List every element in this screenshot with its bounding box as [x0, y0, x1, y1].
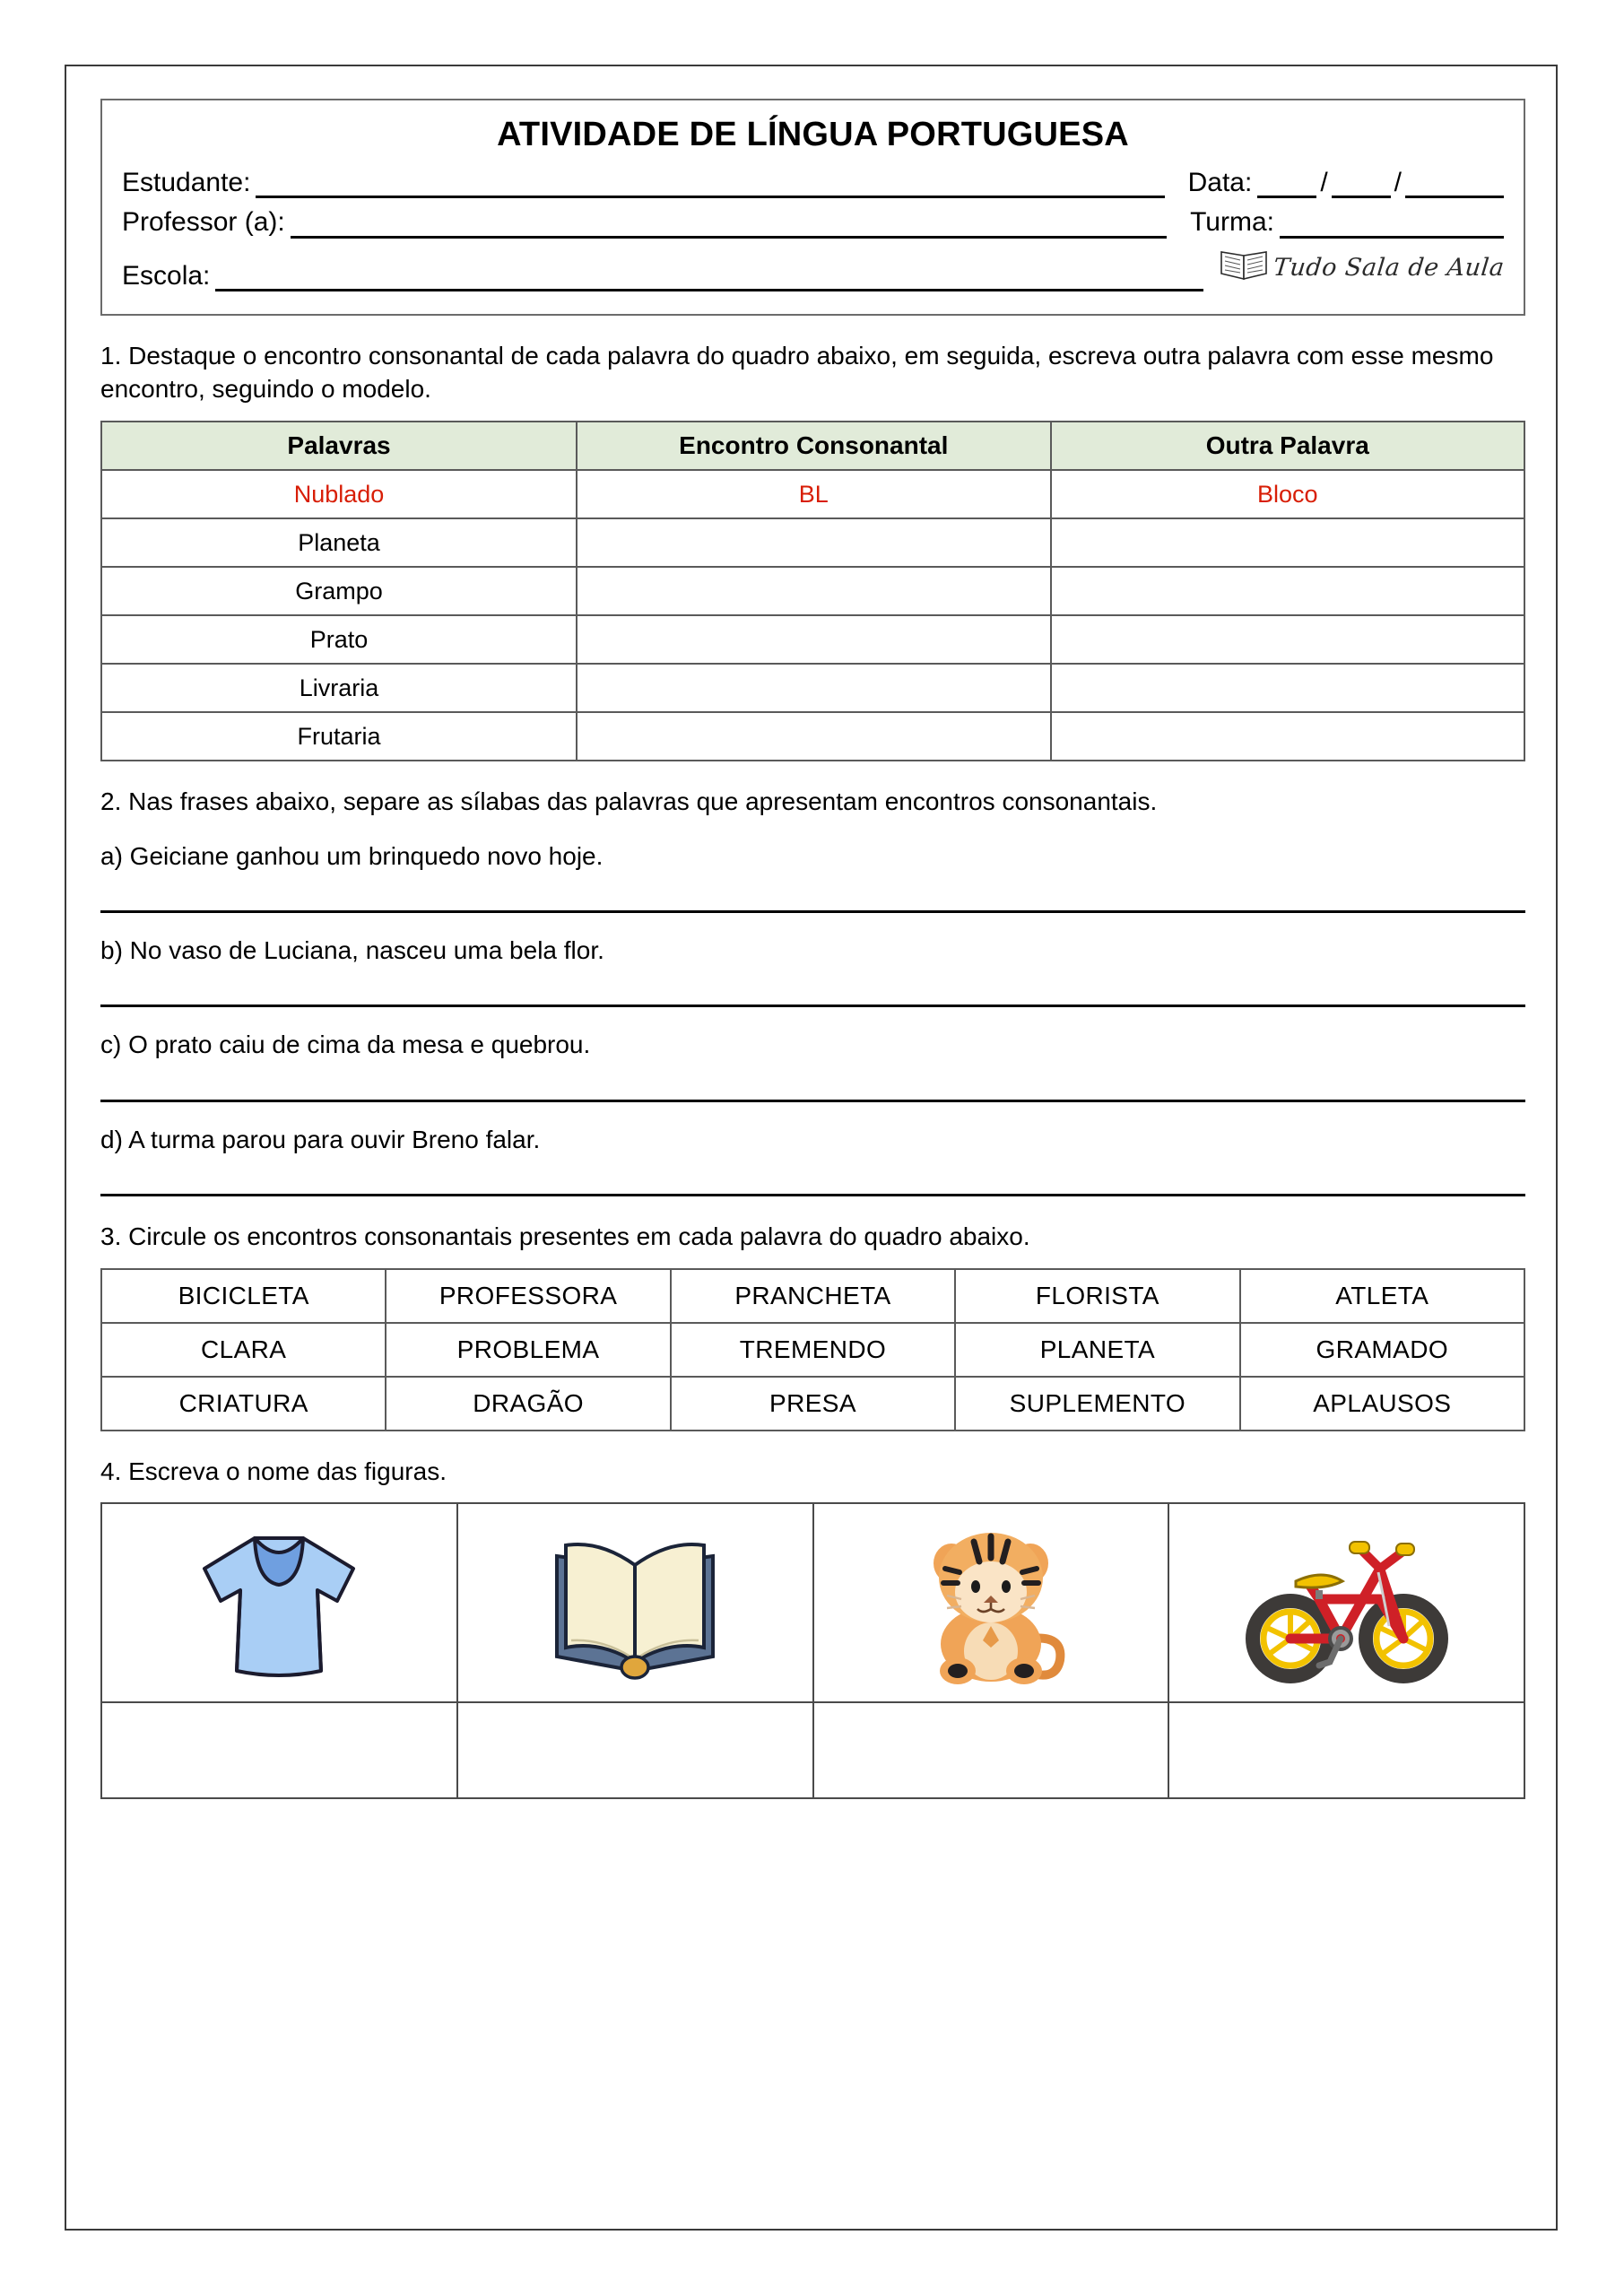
figure-answer-book[interactable] [457, 1702, 813, 1798]
cell-palavra: Nublado [101, 470, 577, 518]
table-row [101, 1269, 1524, 1323]
word-cell[interactable]: TREMENDO [671, 1323, 955, 1377]
page-title: ATIVIDADE DE LÍNGUA PORTUGUESA [497, 116, 1129, 153]
word-cell[interactable]: PROBLEMA [386, 1323, 670, 1377]
word-cell[interactable]: PRANCHETA [671, 1269, 955, 1323]
word-cell[interactable]: PROFESSORA [386, 1269, 670, 1323]
data-field-group [1188, 167, 1504, 198]
table-row [101, 1323, 1524, 1377]
question-2-item-b: b) No vaso de Luciana, nasceu uma bela flor. [100, 935, 604, 964]
table-row [101, 567, 1524, 615]
question-4-prompt: 4. Escreva o nome das figuras. [100, 1457, 447, 1485]
table-row [101, 470, 1524, 518]
cell-palavra: Planeta [101, 518, 577, 567]
table-row [101, 664, 1524, 712]
escola-input-line[interactable] [215, 265, 1203, 291]
column-header-encontro: Encontro Consonantal [577, 422, 1050, 470]
question-2-answer-line-d[interactable] [100, 1156, 1525, 1196]
cell-encontro-answer[interactable] [577, 712, 1050, 761]
data-month-input-line[interactable] [1332, 172, 1391, 198]
cell-outra-answer[interactable] [1051, 712, 1524, 761]
table-row [101, 712, 1524, 761]
open-book-icon [1218, 247, 1270, 290]
figure-cell-bicycle [1168, 1503, 1524, 1702]
figures-table [100, 1502, 1525, 1799]
question-2-answer-line-a[interactable] [100, 873, 1525, 913]
cell-palavra: Prato [101, 615, 577, 664]
cell-encontro-answer[interactable] [577, 567, 1050, 615]
question-2-item-d: d) A turma parou para ouvir Breno falar. [100, 1125, 541, 1153]
word-cell[interactable]: APLAUSOS [1240, 1377, 1524, 1431]
cell-encontro: BL [577, 470, 1050, 518]
blouse-icon [102, 1509, 456, 1697]
column-header-palavras: Palavras [101, 422, 577, 470]
field-row-estudante-data [122, 167, 1504, 198]
student-info-header [100, 99, 1525, 316]
figure-cell-blouse [101, 1503, 457, 1702]
brand-name: Tudo Sala de Aula [1272, 253, 1506, 282]
word-cell[interactable]: PRESA [671, 1377, 955, 1431]
word-cell[interactable]: GRAMADO [1240, 1323, 1524, 1377]
question-3-prompt: 3. Circule os encontros consonantais presentes em cada palavra do quadro abaixo. [100, 1222, 1030, 1251]
question-2-answer-line-c[interactable] [100, 1062, 1525, 1102]
professor-label: Professor (a): [122, 207, 285, 238]
question-2-item-a: a) Geiciane ganhou um brinquedo novo hoje. [100, 841, 604, 870]
question-2-answer-line-b[interactable] [100, 967, 1525, 1007]
figure-answer-blouse[interactable] [101, 1702, 457, 1798]
word-cell[interactable]: PLANETA [955, 1323, 1239, 1377]
field-row-professor-turma [122, 206, 1504, 238]
figure-cell-book [457, 1503, 813, 1702]
open-book-icon [458, 1509, 812, 1697]
table-row [101, 1377, 1524, 1431]
question-2-item-c: c) O prato caiu de cima da mesa e quebrou. [100, 1031, 591, 1059]
bicycle-icon [1169, 1509, 1524, 1697]
cell-outra: Bloco [1051, 470, 1524, 518]
word-cell[interactable]: BICICLETA [101, 1269, 386, 1323]
cell-encontro-answer[interactable] [577, 664, 1050, 712]
figure-answer-tiger[interactable] [813, 1702, 1169, 1798]
word-cell[interactable]: CLARA [101, 1323, 386, 1377]
word-grid-table [100, 1268, 1525, 1431]
word-cell[interactable]: DRAGÃO [386, 1377, 670, 1431]
table-row [101, 615, 1524, 664]
worksheet-page [65, 65, 1558, 2231]
cell-palavra: Grampo [101, 567, 577, 615]
turma-label: Turma: [1190, 207, 1274, 238]
professor-input-line[interactable] [291, 213, 1167, 239]
cell-palavra: Livraria [101, 664, 577, 712]
estudante-label: Estudante: [122, 167, 251, 197]
table-header-row [101, 422, 1524, 470]
cell-encontro-answer[interactable] [577, 518, 1050, 567]
cell-palavra: Frutaria [101, 712, 577, 761]
cell-outra-answer[interactable] [1051, 567, 1524, 615]
question-1-prompt: 1. Destaque o encontro consonantal de cada palavra do quadro abaixo, em seguida, escreva outra palavra com esse mesmo encontro, seguindo o modelo. [100, 341, 1494, 404]
cell-outra-answer[interactable] [1051, 615, 1524, 664]
word-cell[interactable]: FLORISTA [955, 1269, 1239, 1323]
date-separator-1: / [1320, 168, 1328, 198]
tiger-icon [814, 1509, 1168, 1697]
brand-logo [1203, 247, 1504, 291]
turma-input-line[interactable] [1280, 213, 1504, 239]
estudante-input-line[interactable] [256, 172, 1164, 198]
table-row [101, 518, 1524, 567]
escola-label: Escola: [122, 260, 211, 291]
figure-cell-tiger [813, 1503, 1169, 1702]
word-cell[interactable]: SUPLEMENTO [955, 1377, 1239, 1431]
encontro-consonantal-table [100, 421, 1525, 761]
word-cell[interactable]: CRIATURA [101, 1377, 386, 1431]
field-row-escola-logo [122, 247, 1504, 291]
figures-row [101, 1503, 1524, 1702]
data-day-input-line[interactable] [1257, 172, 1316, 198]
column-header-outra-palavra: Outra Palavra [1051, 422, 1524, 470]
turma-field-group [1190, 206, 1504, 238]
question-2-prompt: 2. Nas frases abaixo, separe as sílabas das palavras que apresentam encontros consonantais. [100, 787, 1158, 815]
cell-outra-answer[interactable] [1051, 518, 1524, 567]
data-label: Data: [1187, 167, 1253, 197]
data-year-input-line[interactable] [1405, 172, 1504, 198]
cell-encontro-answer[interactable] [577, 615, 1050, 664]
answers-row [101, 1702, 1524, 1798]
word-cell[interactable]: ATLETA [1240, 1269, 1524, 1323]
date-separator-2: / [1394, 168, 1402, 198]
cell-outra-answer[interactable] [1051, 664, 1524, 712]
figure-answer-bicycle[interactable] [1168, 1702, 1524, 1798]
